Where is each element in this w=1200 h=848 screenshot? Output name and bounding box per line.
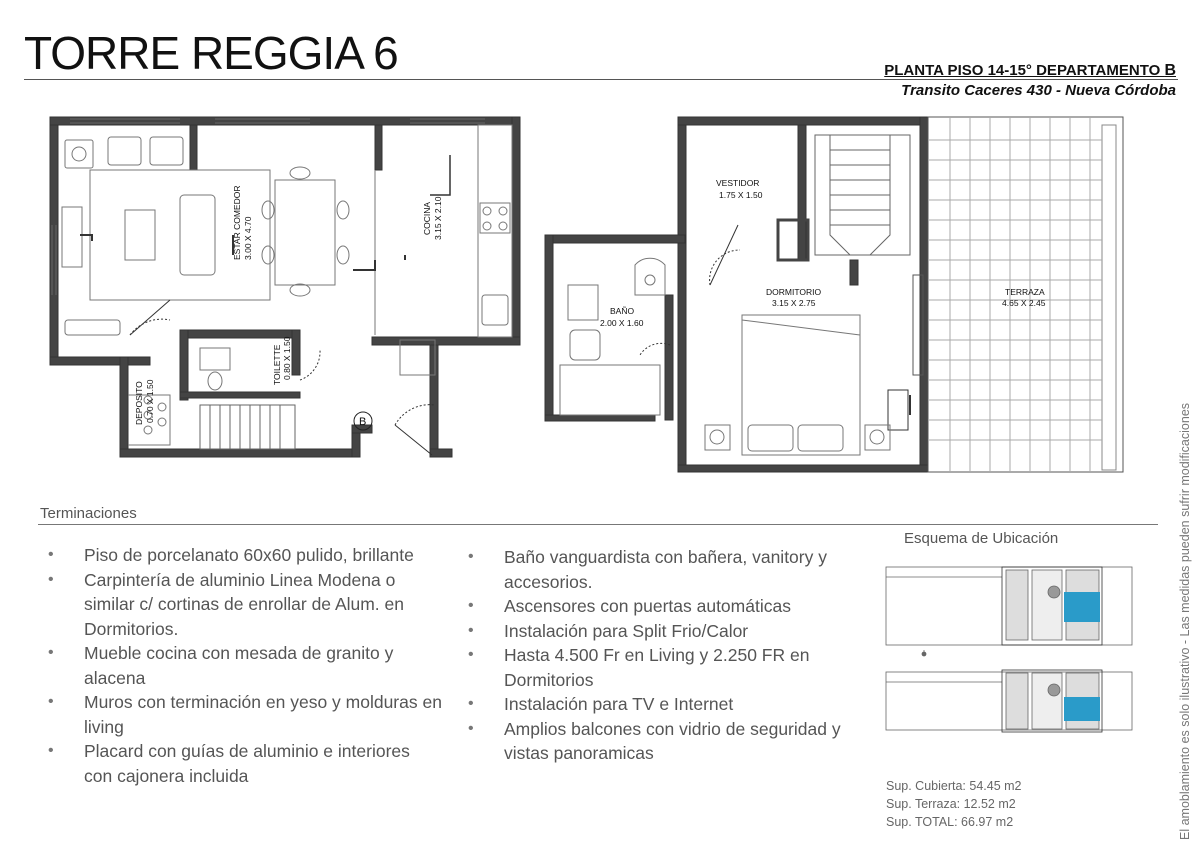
bano-label: BAÑO — [610, 306, 635, 316]
bedroom-furniture — [705, 315, 890, 455]
cocina-label: COCINA — [422, 201, 432, 235]
estar-label: ESTAR COMEDOR — [232, 185, 242, 260]
cocina-size: 3.15 X 2.10 — [433, 196, 443, 240]
left-windows — [52, 119, 485, 295]
dormitorio-label: DORMITORIO — [766, 287, 822, 297]
list-item: • Hasta 4.500 Fr en Living y 2.250 FR en Dormitorios — [462, 643, 862, 692]
living-furniture — [62, 137, 349, 335]
terraza-label: TERRAZA — [1005, 287, 1045, 297]
sup-terraza: Sup. Terraza: 12.52 m2 — [886, 797, 1016, 811]
disclaimer-vertical — [1173, 318, 1200, 840]
location-scheme — [884, 562, 1134, 734]
site-plan-upper — [886, 567, 1132, 656]
estar-size: 3.00 X 4.70 — [243, 216, 253, 260]
list-item: • Amplios balcones con vidrio de seguridad y vistas panoramicas — [462, 717, 862, 766]
vestidor-label: VESTIDOR — [716, 178, 760, 188]
sup-cubierta: Sup. Cubierta: 54.45 m2 — [886, 779, 1022, 793]
toilette-size: 0.80 X 1.50 — [282, 336, 292, 380]
unit-marker: B — [359, 416, 367, 428]
toilette-label: TOILETTE — [272, 344, 282, 385]
deposito-size: 0.70 X 1.50 — [145, 379, 155, 423]
right-stairs — [815, 135, 910, 255]
list-item: • Muros con terminación en yeso y molduras en living — [42, 690, 442, 739]
right-unit-walls — [545, 117, 928, 472]
unit-letter: B — [1164, 62, 1176, 79]
dormitorio-size: 3.15 X 2.75 — [772, 298, 816, 308]
list-item: • Instalación para TV e Internet — [462, 692, 862, 717]
sup-total: Sup. TOTAL: 66.97 m2 — [886, 815, 1014, 829]
floor-plan — [20, 95, 1140, 495]
list-item: • Carpintería de aluminio Linea Modena o similar c/ cortinas de enrollar de Alum. en Dormitorios. — [42, 568, 442, 642]
terminaciones-list-left — [42, 543, 442, 788]
deposito-label: DEPOSITO — [134, 381, 144, 425]
bath-fixtures — [560, 258, 665, 415]
list-item: • Ascensores con puertas automáticas — [462, 594, 862, 619]
ubicacion-title: Esquema de Ubicación — [904, 530, 1059, 547]
disclaimer-text: El amoblamiento es solo ilustrativo - Las medidas pueden sufrir modificaciones — [1178, 402, 1192, 840]
list-item: • Instalación para Split Frio/Calor — [462, 619, 862, 644]
terminaciones-rule — [38, 524, 1158, 525]
address: Transito Caceres 430 - Nueva Córdoba — [901, 82, 1176, 99]
plan-subtitle — [884, 62, 1176, 80]
terminaciones-title: Terminaciones — [40, 505, 137, 522]
plan-subtitle-text: PLANTA PISO 14-15° DEPARTAMENTO — [884, 62, 1165, 79]
page-title: TORRE REGGIA 6 — [24, 27, 398, 79]
list-item: • Placard con guías de aluminio e interiores con cajonera incluida — [42, 739, 442, 788]
terraza-size: 4.65 X 2.45 — [1002, 298, 1046, 308]
vestidor-size: 1.75 X 1.50 — [719, 190, 763, 200]
list-item: • Baño vanguardista con bañera, vanitory y accesorios. — [462, 545, 862, 594]
bano-size: 2.00 X 1.60 — [600, 318, 644, 328]
site-plan-lower — [886, 670, 1132, 732]
list-item: • Piso de porcelanato 60x60 pulido, brillante — [42, 543, 442, 568]
left-stairs — [200, 405, 295, 449]
list-item: • Mueble cocina con mesada de granito y alacena — [42, 641, 442, 690]
terminaciones-list-right — [462, 545, 862, 766]
